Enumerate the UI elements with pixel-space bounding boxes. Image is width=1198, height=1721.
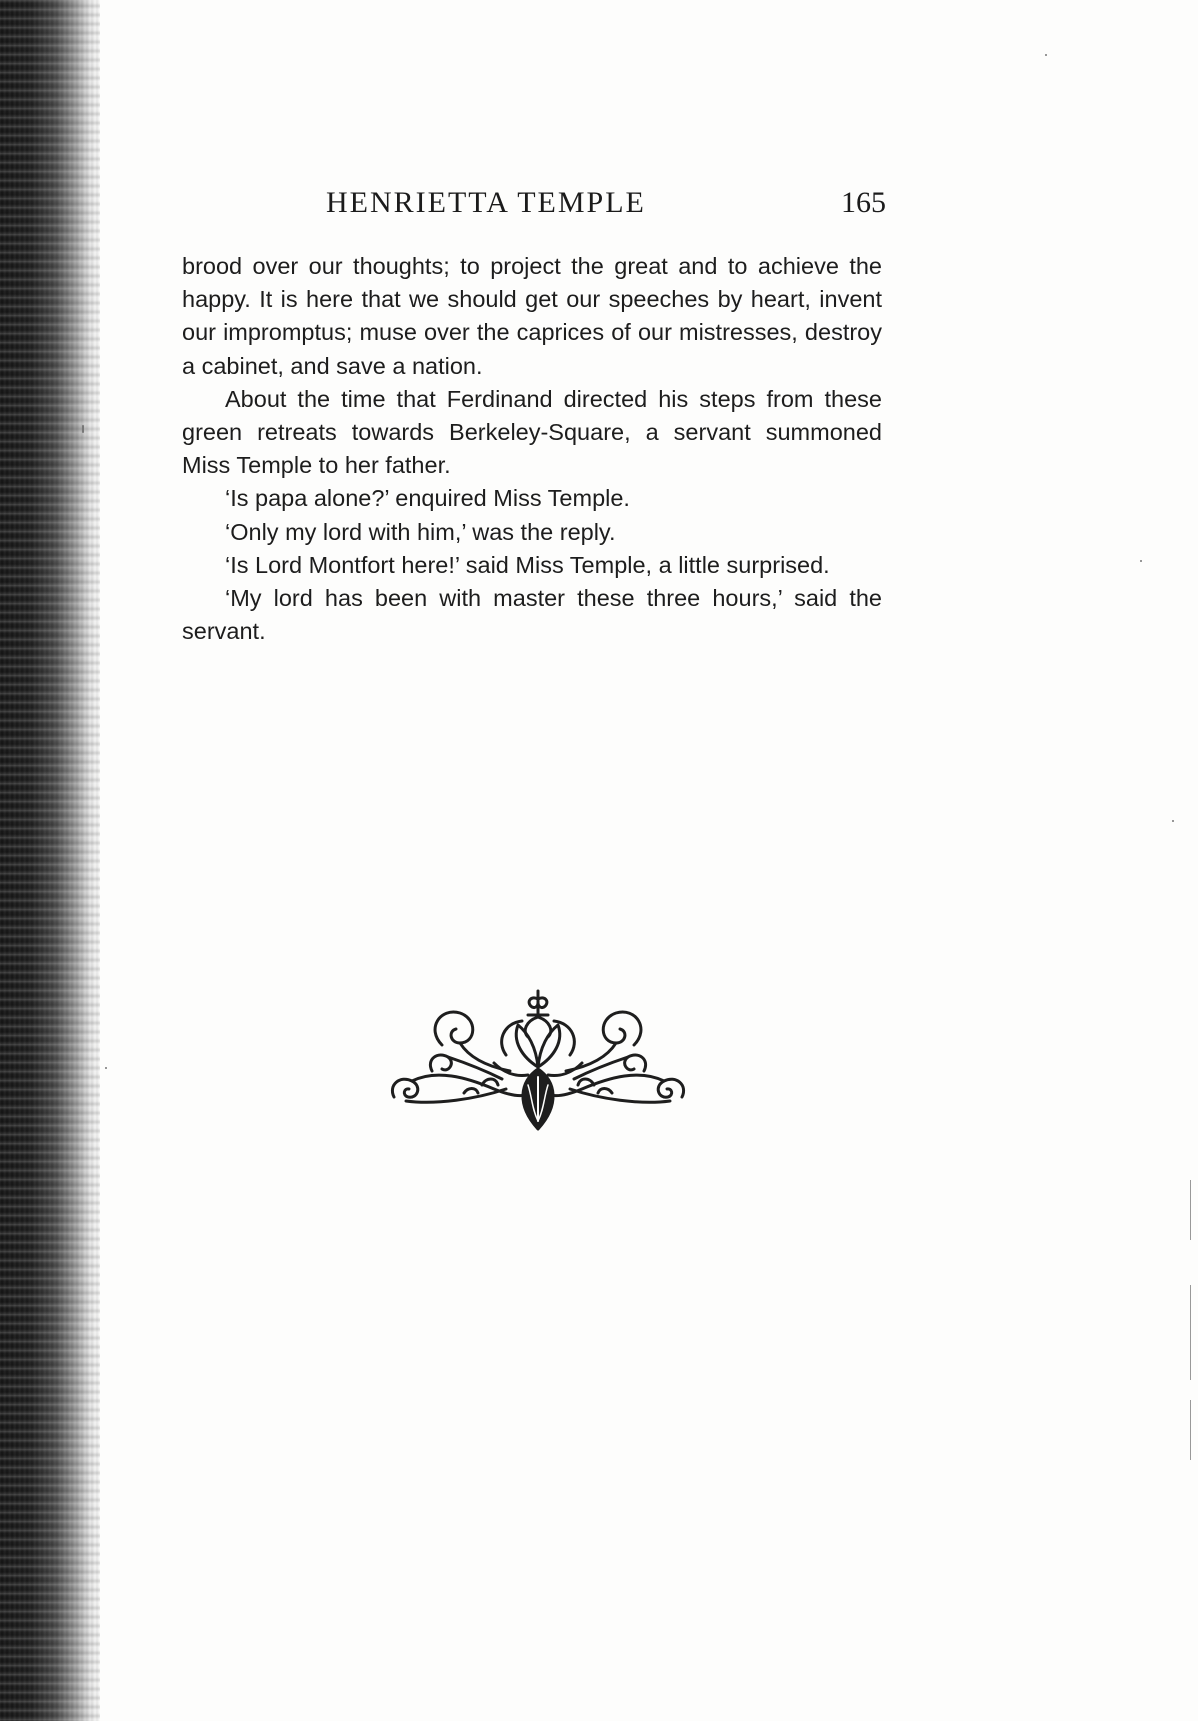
paragraph: About the time that Ferdinand directed his steps from these green retreats towards Berkeley-Square, a servant summoned Miss Temple to her father. bbox=[182, 385, 882, 479]
paragraph: brood over our thoughts; to project the great and to achieve the happy. It is here that we should get our speeches by heart, invent our impromptus; muse over the caprices of our mistresses, destroy a cabinet, and save a nation. bbox=[182, 253, 882, 379]
scan-edge-line bbox=[1190, 1400, 1191, 1460]
paragraph: ‘Only my lord with him,’ was the reply. bbox=[225, 518, 616, 545]
paragraph: ‘Is Lord Montfort here!’ said Miss Temple, a little surprised. bbox=[225, 551, 830, 578]
scan-edge-line bbox=[1190, 1285, 1191, 1380]
floral-tailpiece-ornament-icon bbox=[386, 985, 690, 1135]
page-number: 165 bbox=[841, 186, 886, 219]
scan-speck bbox=[82, 425, 84, 433]
running-title: HENRIETTA TEMPLE bbox=[326, 186, 646, 219]
scan-speck bbox=[1140, 560, 1142, 562]
scan-speck bbox=[1045, 54, 1047, 56]
scan-edge-line bbox=[1190, 1180, 1191, 1240]
scan-speck bbox=[105, 1067, 107, 1069]
scan-speck bbox=[1172, 820, 1174, 822]
body-text bbox=[182, 250, 882, 648]
paragraph: ‘Is papa alone?’ enquired Miss Temple. bbox=[225, 485, 630, 512]
paragraph: ‘My lord has been with master these three hours,’ said the servant. bbox=[182, 585, 882, 645]
page-gutter-shadow bbox=[0, 0, 100, 1721]
page-header bbox=[326, 186, 886, 230]
